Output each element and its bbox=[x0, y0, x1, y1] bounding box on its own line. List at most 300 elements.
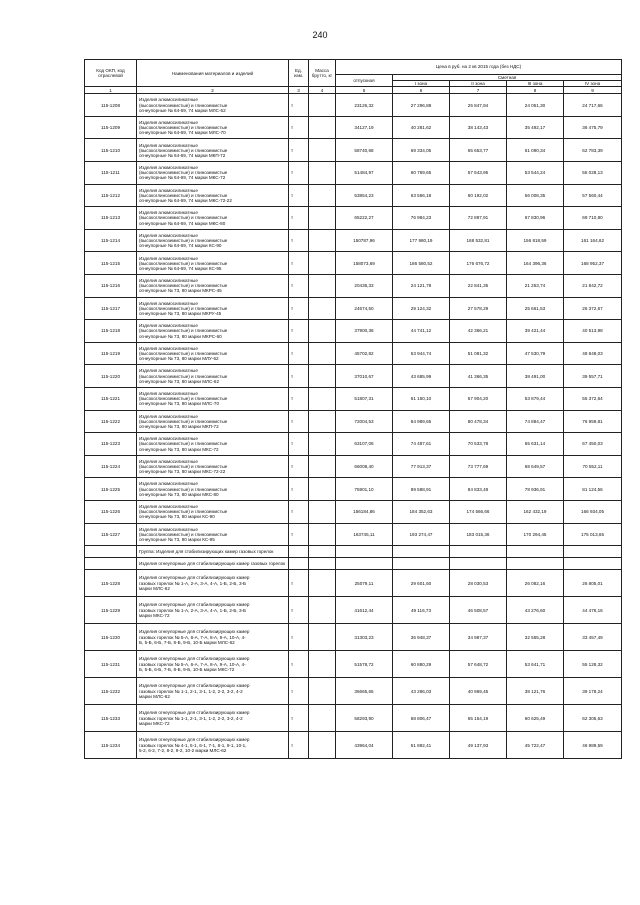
row-mass bbox=[309, 523, 336, 546]
row-name-text: Изделия алюмосиликатные (высокоглиноземистые) и глиноземистые огнеупорные № 64-69, 74 марки КС-95 bbox=[139, 255, 228, 271]
row-code: 115-1208 bbox=[85, 94, 137, 117]
row-code: 115-1223 bbox=[85, 433, 137, 456]
row-zone-2-price: 174 566,66 bbox=[450, 500, 507, 523]
row-unit: т bbox=[289, 523, 309, 546]
row-zone-3-price: 162 432,19 bbox=[507, 500, 564, 523]
row-release-price: 43964,04 bbox=[336, 732, 393, 759]
row-zone-4-price: 67 450,03 bbox=[564, 433, 622, 456]
row-name bbox=[137, 184, 289, 207]
row-unit: т bbox=[289, 116, 309, 139]
header-name: Наименования материалов и изделий bbox=[137, 60, 289, 87]
row-code: 115-1225 bbox=[85, 478, 137, 501]
row-mass bbox=[309, 678, 336, 705]
row-name-text: Изделия алюмосиликатные (высокоглиноземистые) и глиноземистые огнеупорные № 64-69, 74 марки МКС-72-22 bbox=[139, 187, 232, 204]
row-code: 115-1231 bbox=[85, 651, 137, 678]
page-number: 240 bbox=[312, 30, 328, 40]
row-zone-1-price: 177 980,19 bbox=[393, 229, 450, 252]
row-release-price: 58740,68 bbox=[336, 139, 393, 162]
row-zone-3-price: 24 051,30 bbox=[507, 94, 564, 117]
table-row bbox=[85, 320, 622, 343]
row-unit: т bbox=[289, 229, 309, 252]
row-zone-2-price: 84 833,48 bbox=[450, 478, 507, 501]
row-zone-3-price: 32 555,28 bbox=[507, 624, 564, 651]
row-zone-4-price: 40 513,98 bbox=[564, 320, 622, 343]
row-zone-3-price: 164 396,36 bbox=[507, 252, 564, 275]
row-zone-3-price: 45 722,47 bbox=[507, 732, 564, 759]
row-zone-3-price: 38 121,76 bbox=[507, 678, 564, 705]
row-mass bbox=[309, 184, 336, 207]
row-zone-2-price: 51 081,32 bbox=[450, 342, 507, 365]
table-row bbox=[85, 252, 622, 275]
row-release-price: 45702,82 bbox=[336, 342, 393, 365]
row-zone-4-price: 33 457,49 bbox=[564, 624, 622, 651]
row-zone-4-price: 175 013,65 bbox=[564, 523, 622, 546]
row-zone-3-price: 43 276,60 bbox=[507, 597, 564, 624]
column-number: 5 bbox=[336, 87, 393, 94]
row-code: 115-1217 bbox=[85, 297, 137, 320]
row-zone-4-price: 46 989,59 bbox=[564, 732, 622, 759]
row-name bbox=[137, 523, 289, 546]
column-number: 1 bbox=[85, 87, 137, 94]
row-zone-1-price: 61 150,10 bbox=[393, 388, 450, 411]
row-zone-3-price: 60 625,49 bbox=[507, 705, 564, 732]
row-zone-1-price: 43 286,03 bbox=[393, 678, 450, 705]
row-name bbox=[137, 116, 289, 139]
subgroup-heading: Изделия огнеупорные для стабилизирующих камер газовых горелок bbox=[137, 558, 289, 570]
row-zone-4-price: 44 476,16 bbox=[564, 597, 622, 624]
header-code: Код ОКП, код отраслевой bbox=[85, 60, 137, 87]
row-code: 115-1228 bbox=[85, 570, 137, 597]
row-mass bbox=[309, 229, 336, 252]
row-name-text: Изделия алюмосиликатные (высокоглиноземистые) и глиноземистые огнеупорные № 64-69, 74 марки МКП-72 bbox=[139, 142, 228, 158]
row-name-text: Изделия огнеупорные для стабилизирующих камер газовых горелок № 1-А, 2-А, 3-А, 4-А, 1-Б, 2-Б, 3-Б марки МЛС-62 bbox=[139, 575, 250, 591]
row-zone-2-price: 57 648,72 bbox=[450, 651, 507, 678]
row-unit: т bbox=[289, 297, 309, 320]
row-zone-3-price: 21 253,74 bbox=[507, 275, 564, 298]
row-zone-1-price: 74 487,61 bbox=[393, 433, 450, 456]
row-release-price: 34127,19 bbox=[336, 116, 393, 139]
table-row bbox=[85, 365, 622, 388]
row-code: 115-1219 bbox=[85, 342, 137, 365]
row-zone-4-price: 76 959,81 bbox=[564, 410, 622, 433]
row-zone-1-price: 43 685,99 bbox=[393, 365, 450, 388]
row-name-text: Изделия алюмосиликатные (высокоглиноземистые) и глиноземистые огнеупорные № 64-69, 74 марки МЛС-62 bbox=[139, 97, 228, 113]
row-zone-2-price: 57 904,20 bbox=[450, 388, 507, 411]
header-zone-4: IV зона bbox=[564, 81, 622, 87]
row-mass bbox=[309, 342, 336, 365]
row-name bbox=[137, 597, 289, 624]
row-name-text: Изделия алюмосиликатные (высокоглиноземистые) и глиноземистые огнеупорные № 73, 80 марки МЛУ-62 bbox=[139, 345, 228, 362]
row-zone-4-price: 81 124,56 bbox=[564, 478, 622, 501]
row-unit: т bbox=[289, 678, 309, 705]
row-name bbox=[137, 705, 289, 732]
header-zone-1: I зона bbox=[393, 81, 450, 87]
row-name-text: Изделия огнеупорные для стабилизирующих камер газовых горелок № 1-1, 2-1, 3-1, 1-2, 2-2, 3-2, 4-2 марки МЛС-62 bbox=[139, 683, 250, 699]
row-zone-1-price: 27 296,88 bbox=[393, 94, 450, 117]
row-name bbox=[137, 455, 289, 478]
row-release-price: 66008,40 bbox=[336, 455, 393, 478]
table-row bbox=[85, 410, 622, 433]
row-zone-4-price: 161 164,62 bbox=[564, 229, 622, 252]
row-release-price: 31303,23 bbox=[336, 624, 393, 651]
row-zone-1-price: 60 769,65 bbox=[393, 162, 450, 185]
row-zone-2-price: 46 508,57 bbox=[450, 597, 507, 624]
row-code: 115-1215 bbox=[85, 252, 137, 275]
row-zone-2-price: 22 841,35 bbox=[450, 275, 507, 298]
table-row bbox=[85, 500, 622, 523]
table-row bbox=[85, 342, 622, 365]
table-row bbox=[85, 455, 622, 478]
row-zone-2-price: 42 366,21 bbox=[450, 320, 507, 343]
row-name bbox=[137, 624, 289, 651]
row-name-text: Изделия алюмосиликатные (высокоглиноземистые) и глиноземистые огнеупорные № 73, 80 марки МКП-72 bbox=[139, 413, 228, 429]
row-zone-1-price: 49 116,73 bbox=[393, 597, 450, 624]
row-zone-3-price: 78 936,91 bbox=[507, 478, 564, 501]
row-zone-4-price: 70 552,11 bbox=[564, 455, 622, 478]
row-zone-3-price: 26 082,16 bbox=[507, 570, 564, 597]
row-zone-3-price: 170 294,45 bbox=[507, 523, 564, 546]
row-zone-3-price: 53 879,44 bbox=[507, 388, 564, 411]
row-code: 115-1218 bbox=[85, 320, 137, 343]
row-mass bbox=[309, 116, 336, 139]
table-row bbox=[85, 229, 622, 252]
row-zone-3-price: 53 641,71 bbox=[507, 651, 564, 678]
row-code: 115-1222 bbox=[85, 410, 137, 433]
row-zone-2-price: 65 653,77 bbox=[450, 139, 507, 162]
row-mass bbox=[309, 651, 336, 678]
row-zone-1-price: 186 580,52 bbox=[393, 252, 450, 275]
row-name-text: Изделия огнеупорные для стабилизирующих камер газовых горелок № 4-1, 5-1, 6-1, 7-1, 8-1, 9-1, 10-1, 5-2, 6-2, 7-2, 8-2, 9-2, 10-2 марки МЛС-62 bbox=[139, 737, 250, 753]
row-zone-4-price: 55 128,32 bbox=[564, 651, 622, 678]
row-mass bbox=[309, 365, 336, 388]
row-zone-4-price: 39 178,24 bbox=[564, 678, 622, 705]
row-zone-1-price: 29 124,32 bbox=[393, 297, 450, 320]
row-zone-4-price: 39 557,71 bbox=[564, 365, 622, 388]
header-mass: Масса брутто, кг bbox=[309, 60, 336, 87]
row-code: 115-1230 bbox=[85, 624, 137, 651]
row-name-text: Изделия алюмосиликатные (высокоглиноземистые) и глиноземистые огнеупорные № 64-69, 74 марки МКС-80 bbox=[139, 210, 228, 226]
header-zone-3: III зона bbox=[507, 81, 564, 87]
row-unit: т bbox=[289, 139, 309, 162]
row-mass bbox=[309, 162, 336, 185]
row-zone-4-price: 57 560,44 bbox=[564, 184, 622, 207]
row-code: 115-1210 bbox=[85, 139, 137, 162]
row-mass bbox=[309, 570, 336, 597]
row-zone-2-price: 176 676,72 bbox=[450, 252, 507, 275]
row-zone-1-price: 68 806,47 bbox=[393, 705, 450, 732]
column-number: 3 bbox=[289, 87, 309, 94]
row-name-text: Изделия алюмосиликатные (высокоглиноземистые) и глиноземистые огнеупорные № 73, 80 марки МЛС-62 bbox=[139, 368, 228, 384]
table-body-burner-items bbox=[85, 570, 622, 759]
row-name-text: Изделия алюмосиликатные (высокоглиноземистые) и глиноземистые огнеупорные № 73, 80 марки МКРС-60 bbox=[139, 323, 228, 339]
row-unit: т bbox=[289, 162, 309, 185]
row-name-text: Изделия огнеупорные для стабилизирующих камер газовых горелок № 5-А, 6-А, 7-А, 8-А, 9-А, 10-А, 4- Б, 5-Б, 6-Б, 7-Б, 8-Б, 9-Б, 10-Б марки МЛС-62 bbox=[139, 629, 250, 645]
row-name bbox=[137, 410, 289, 433]
row-zone-3-price: 156 818,59 bbox=[507, 229, 564, 252]
row-release-price: 24674,50 bbox=[336, 297, 393, 320]
row-name bbox=[137, 252, 289, 275]
row-zone-2-price: 80 478,34 bbox=[450, 410, 507, 433]
row-zone-3-price: 47 530,79 bbox=[507, 342, 564, 365]
row-unit: т bbox=[289, 184, 309, 207]
row-zone-1-price: 24 121,78 bbox=[393, 275, 450, 298]
row-mass bbox=[309, 732, 336, 759]
row-name bbox=[137, 342, 289, 365]
row-mass bbox=[309, 705, 336, 732]
row-code: 115-1220 bbox=[85, 365, 137, 388]
row-name bbox=[137, 320, 289, 343]
row-zone-2-price: 40 969,45 bbox=[450, 678, 507, 705]
row-code: 115-1214 bbox=[85, 229, 137, 252]
row-zone-2-price: 38 143,43 bbox=[450, 116, 507, 139]
row-unit: т bbox=[289, 252, 309, 275]
row-name-text: Изделия алюмосиликатные (высокоглиноземистые) и глиноземистые огнеупорные № 73, 80 марки КС-95 bbox=[139, 526, 228, 542]
row-zone-3-price: 53 544,24 bbox=[507, 162, 564, 185]
row-zone-2-price: 57 543,95 bbox=[450, 162, 507, 185]
row-name bbox=[137, 229, 289, 252]
row-unit: т bbox=[289, 705, 309, 732]
row-zone-2-price: 28 030,53 bbox=[450, 570, 507, 597]
row-mass bbox=[309, 94, 336, 117]
column-number: 6 bbox=[393, 87, 450, 94]
row-zone-4-price: 26 372,67 bbox=[564, 297, 622, 320]
column-number: 2 bbox=[137, 87, 289, 94]
table-row bbox=[85, 207, 622, 230]
row-zone-2-price: 41 366,35 bbox=[450, 365, 507, 388]
row-unit: т bbox=[289, 597, 309, 624]
row-release-price: 158073,69 bbox=[336, 252, 393, 275]
row-release-price: 163745,11 bbox=[336, 523, 393, 546]
row-code: 115-1224 bbox=[85, 455, 137, 478]
row-unit: т bbox=[289, 410, 309, 433]
row-mass bbox=[309, 478, 336, 501]
row-zone-4-price: 48 848,03 bbox=[564, 342, 622, 365]
row-unit: т bbox=[289, 275, 309, 298]
row-release-price: 25079,11 bbox=[336, 570, 393, 597]
row-zone-1-price: 184 352,63 bbox=[393, 500, 450, 523]
row-zone-3-price: 25 661,53 bbox=[507, 297, 564, 320]
group-row bbox=[85, 546, 622, 558]
row-release-price: 37900,36 bbox=[336, 320, 393, 343]
row-mass bbox=[309, 597, 336, 624]
row-zone-4-price: 62 305,63 bbox=[564, 705, 622, 732]
table-row bbox=[85, 94, 622, 117]
row-unit: т bbox=[289, 342, 309, 365]
row-release-price: 58293,90 bbox=[336, 705, 393, 732]
row-code: 115-1216 bbox=[85, 275, 137, 298]
row-zone-2-price: 27 578,29 bbox=[450, 297, 507, 320]
table-row bbox=[85, 388, 622, 411]
row-zone-2-price: 49 137,93 bbox=[450, 732, 507, 759]
row-zone-2-price: 168 532,81 bbox=[450, 229, 507, 252]
row-name-text: Изделия алюмосиликатные (высокоглиноземистые) и глиноземистые огнеупорные № 73, 80 марки МКС-72-22 bbox=[139, 458, 228, 475]
row-zone-1-price: 53 944,74 bbox=[393, 342, 450, 365]
row-code: 115-1229 bbox=[85, 597, 137, 624]
row-zone-3-price: 39 421,44 bbox=[507, 320, 564, 343]
row-unit: т bbox=[289, 478, 309, 501]
row-zone-2-price: 34 987,37 bbox=[450, 624, 507, 651]
row-release-price: 75901,10 bbox=[336, 478, 393, 501]
row-zone-1-price: 51 892,41 bbox=[393, 732, 450, 759]
row-zone-4-price: 62 783,39 bbox=[564, 139, 622, 162]
row-code: 115-1211 bbox=[85, 162, 137, 185]
row-zone-4-price: 55 372,64 bbox=[564, 388, 622, 411]
row-name bbox=[137, 297, 289, 320]
row-unit: т bbox=[289, 320, 309, 343]
row-zone-1-price: 69 334,05 bbox=[393, 139, 450, 162]
row-unit: т bbox=[289, 388, 309, 411]
row-zone-1-price: 77 913,37 bbox=[393, 455, 450, 478]
row-unit: т bbox=[289, 94, 309, 117]
row-name-text: Изделия алюмосиликатные (высокоглиноземистые) и глиноземистые огнеупорные № 73, 80 марки МКС-72 bbox=[139, 436, 228, 452]
column-numbers-row bbox=[85, 87, 622, 94]
row-release-price: 51807,31 bbox=[336, 388, 393, 411]
row-unit: т bbox=[289, 651, 309, 678]
table-row bbox=[85, 297, 622, 320]
row-release-price: 65222,27 bbox=[336, 207, 393, 230]
table-row bbox=[85, 275, 622, 298]
row-unit: т bbox=[289, 433, 309, 456]
group-heading: Группа: Изделия для стабилизирующих камер газовых горелок bbox=[137, 546, 289, 558]
row-zone-4-price: 24 717,66 bbox=[564, 94, 622, 117]
row-name bbox=[137, 365, 289, 388]
table-row bbox=[85, 162, 622, 185]
row-name bbox=[137, 207, 289, 230]
row-zone-1-price: 36 948,37 bbox=[393, 624, 450, 651]
row-release-price: 41612,44 bbox=[336, 597, 393, 624]
row-zone-1-price: 63 566,18 bbox=[393, 184, 450, 207]
column-number: 8 bbox=[507, 87, 564, 94]
row-unit: т bbox=[289, 365, 309, 388]
row-release-price: 51578,72 bbox=[336, 651, 393, 678]
row-code: 115-1233 bbox=[85, 705, 137, 732]
row-unit: т bbox=[289, 570, 309, 597]
row-zone-4-price: 36 475,79 bbox=[564, 116, 622, 139]
row-release-price: 23126,32 bbox=[336, 94, 393, 117]
row-release-price: 20436,33 bbox=[336, 275, 393, 298]
row-code: 115-1232 bbox=[85, 678, 137, 705]
row-name-text: Изделия огнеупорные для стабилизирующих камер газовых горелок № 5-А, 6-А, 7-А, 8-А, 9-А, 10-А, 4- Б, 5-Б, 6-Б, 7-Б, 8-Б, 9-Б, 10-Б марки МКС-72 bbox=[139, 656, 250, 672]
row-name-text: Изделия алюмосиликатные (высокоглиноземистые) и глиноземистые огнеупорные № 73, 80 марки МКРС-45 bbox=[139, 278, 228, 294]
row-zone-1-price: 89 588,91 bbox=[393, 478, 450, 501]
table-row bbox=[85, 478, 622, 501]
row-code: 115-1212 bbox=[85, 184, 137, 207]
row-zone-1-price: 44 741,12 bbox=[393, 320, 450, 343]
row-zone-4-price: 69 710,80 bbox=[564, 207, 622, 230]
row-mass bbox=[309, 410, 336, 433]
row-code: 115-1213 bbox=[85, 207, 137, 230]
row-code: 115-1209 bbox=[85, 116, 137, 139]
table-row bbox=[85, 732, 622, 759]
row-name-text: Изделия алюмосиликатные (высокоглиноземистые) и глиноземистые огнеупорные № 64-69, 74 марки МКС-72 bbox=[139, 165, 228, 181]
table-row bbox=[85, 523, 622, 546]
table-row bbox=[85, 184, 622, 207]
row-zone-2-price: 183 015,36 bbox=[450, 523, 507, 546]
row-release-price: 72004,53 bbox=[336, 410, 393, 433]
column-number: 7 bbox=[450, 87, 507, 94]
table-row bbox=[85, 116, 622, 139]
row-mass bbox=[309, 297, 336, 320]
row-release-price: 63107,06 bbox=[336, 433, 393, 456]
row-zone-2-price: 70 533,78 bbox=[450, 433, 507, 456]
row-name-text: Изделия алюмосиликатные (высокоглиноземистые) и глиноземистые огнеупорные № 64-69, 74 марки КС-90 bbox=[139, 232, 228, 249]
column-number: 4 bbox=[309, 87, 336, 94]
row-zone-1-price: 40 281,62 bbox=[393, 116, 450, 139]
row-name bbox=[137, 478, 289, 501]
row-zone-2-price: 25 847,94 bbox=[450, 94, 507, 117]
row-zone-4-price: 166 934,05 bbox=[564, 500, 622, 523]
row-mass bbox=[309, 139, 336, 162]
row-name bbox=[137, 570, 289, 597]
row-zone-2-price: 65 154,19 bbox=[450, 705, 507, 732]
row-name-text: Изделия огнеупорные для стабилизирующих камер газовых горелок № 1-А, 2-А, 3-А, 4-А, 1-Б, 2-Б, 3-Б марки МКС-72 bbox=[139, 602, 250, 618]
row-name-text: Изделия алюмосиликатные (высокоглиноземистые) и глиноземистые огнеупорные № 73, 80 марки КС-90 bbox=[139, 504, 228, 520]
header-estimate: Сметная bbox=[393, 75, 622, 81]
row-name bbox=[137, 433, 289, 456]
header-unit: Ед. изм. bbox=[289, 60, 309, 87]
row-zone-3-price: 74 884,47 bbox=[507, 410, 564, 433]
row-name bbox=[137, 678, 289, 705]
table-row bbox=[85, 570, 622, 597]
table-row bbox=[85, 139, 622, 162]
row-zone-1-price: 60 880,29 bbox=[393, 651, 450, 678]
table-row bbox=[85, 433, 622, 456]
header-release: отпускная bbox=[336, 75, 393, 87]
row-name bbox=[137, 388, 289, 411]
row-zone-4-price: 21 842,72 bbox=[564, 275, 622, 298]
row-mass bbox=[309, 455, 336, 478]
header-zone-2: II зона bbox=[450, 81, 507, 87]
table-row bbox=[85, 678, 622, 705]
row-zone-4-price: 55 028,13 bbox=[564, 162, 622, 185]
row-zone-4-price: 26 805,01 bbox=[564, 570, 622, 597]
table-body-products bbox=[85, 94, 622, 546]
row-mass bbox=[309, 320, 336, 343]
row-name bbox=[137, 732, 289, 759]
row-mass bbox=[309, 624, 336, 651]
row-release-price: 51484,97 bbox=[336, 162, 393, 185]
row-zone-1-price: 76 984,23 bbox=[393, 207, 450, 230]
row-zone-3-price: 67 830,96 bbox=[507, 207, 564, 230]
row-name-text: Изделия алюмосиликатные (высокоглиноземистые) и глиноземистые огнеупорные № 73, 80 марки МКС-80 bbox=[139, 481, 228, 497]
row-zone-3-price: 68 649,57 bbox=[507, 455, 564, 478]
row-zone-3-price: 61 090,34 bbox=[507, 139, 564, 162]
row-code: 115-1221 bbox=[85, 388, 137, 411]
table-row bbox=[85, 624, 622, 651]
row-zone-3-price: 38 491,00 bbox=[507, 365, 564, 388]
row-release-price: 156184,86 bbox=[336, 500, 393, 523]
row-unit: т bbox=[289, 207, 309, 230]
table-row bbox=[85, 597, 622, 624]
row-zone-2-price: 72 897,91 bbox=[450, 207, 507, 230]
row-unit: т bbox=[289, 624, 309, 651]
row-zone-1-price: 193 274,47 bbox=[393, 523, 450, 546]
row-name bbox=[137, 94, 289, 117]
row-zone-1-price: 29 601,60 bbox=[393, 570, 450, 597]
row-mass bbox=[309, 500, 336, 523]
row-name bbox=[137, 500, 289, 523]
table-body-groups bbox=[85, 546, 622, 570]
row-zone-2-price: 73 777,69 bbox=[450, 455, 507, 478]
row-release-price: 150787,96 bbox=[336, 229, 393, 252]
column-number: 9 bbox=[564, 87, 622, 94]
row-mass bbox=[309, 207, 336, 230]
row-code: 115-1226 bbox=[85, 500, 137, 523]
row-zone-3-price: 35 492,17 bbox=[507, 116, 564, 139]
row-name bbox=[137, 162, 289, 185]
row-release-price: 53854,23 bbox=[336, 184, 393, 207]
table-row bbox=[85, 651, 622, 678]
